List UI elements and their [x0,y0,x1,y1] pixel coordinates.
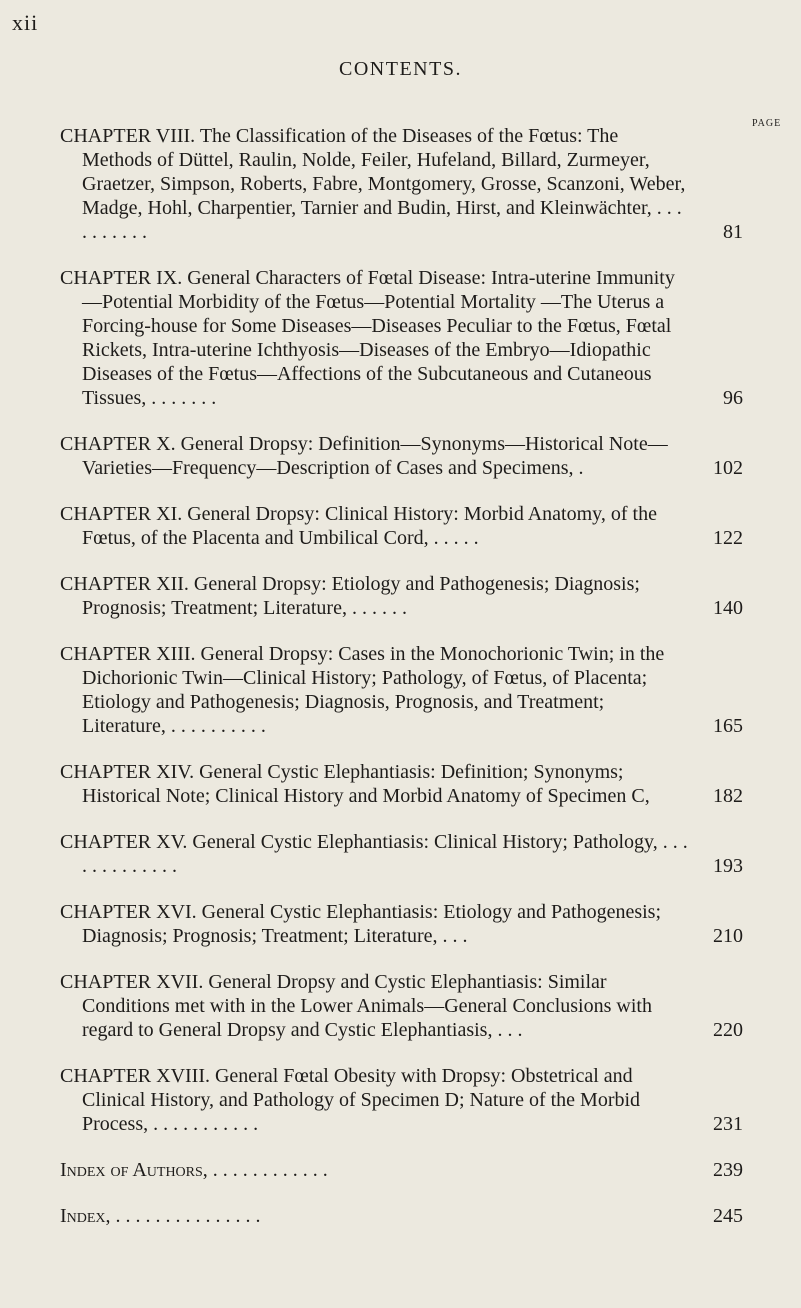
toc-entry-chapter-x [60,432,743,480]
toc-entry-chapter-xi [60,502,743,550]
toc-entry-page: 220 [713,1019,743,1041]
toc-entry-text: CHAPTER XV. General Cystic Elephantiasis: Clinical History; Pathology, . . . . . . . . . . . . . [60,831,688,877]
toc-entry-text: CHAPTER XI. General Dropsy: Clinical History: Morbid Anatomy, of the Fœtus, of the Placenta and Umbilical Cord, . . . . . [60,503,657,549]
toc-entry-chapter-ix [60,266,743,410]
toc-entry-text: CHAPTER XIV. General Cystic Elephantiasis: Definition; Synonyms; Historical Note; Clinical History and Morbid Anatomy of Specimen C, [60,761,650,807]
toc-entry-page: 96 [723,387,743,409]
toc-entry-page: 122 [713,527,743,549]
toc-entry-text: CHAPTER VIII. The Classification of the Diseases of the Fœtus: The Methods of Düttel, Raulin, Nolde, Feiler, Hufeland, Billard, Zurmeyer, Graetzer, Simpson, Roberts, Fabre, Montgomery, Grosse, Scanzoni, Weber, Madge, Hohl, Charpentier, Tarnier and Budin, Hirst, and Kleinwächter, . . . . . . . . . . [60,125,686,243]
page-column-label: PAGE [752,118,782,129]
toc-entry-chapter-xvii [60,970,743,1042]
toc-entry-text: CHAPTER IX. General Characters of Fœtal Disease: Intra-uterine Immunity—Potential Morbidity of the Fœtus—Potential Mortality —The Uterus a Forcing-house for Some Diseases—Diseases Peculiar to the Fœtus, Fœtal Rickets, Intra-uterine Ichthyosis—Diseases of the Embryo—Idiopathic Diseases of the Fœtus—Affections of the Subcutaneous and Cutaneous Tissues, . . . . . . . [60,267,675,409]
toc-entry-text: CHAPTER XIII. General Dropsy: Cases in the Monochorionic Twin; in the Dichorionic Twin—Clinical History; Pathology, of Fœtus, of Placenta; Etiology and Pathogenesis; Diagnosis, Prognosis, and Treatment; Literature, . . . . . . . . . . [60,643,665,737]
toc-entry-page: 165 [713,715,743,737]
toc-entry-chapter-xvi [60,900,743,948]
toc-entry-chapter-xii [60,572,743,620]
toc-entry-index [60,1204,743,1228]
toc-entry-chapter-xiv [60,760,743,808]
toc-entry-page: 193 [713,855,743,877]
toc-entry-page: 140 [713,597,743,619]
toc-entry-text: CHAPTER XVII. General Dropsy and Cystic Elephantiasis: Similar Conditions met with in the Lower Animals—General Conclusions with regard to General Dropsy and Cystic Elephantiasis, . . . [60,971,652,1041]
toc-entry-page: 102 [713,457,743,479]
running-head: CONTENTS. [339,58,462,80]
toc-entry-chapter-xiii [60,642,743,738]
toc-entry-chapter-viii [60,124,743,244]
toc-entry-text: CHAPTER XII. General Dropsy: Etiology and Pathogenesis; Diagnosis; Prognosis; Treatment; Literature, . . . . . . [60,573,640,619]
toc-entry-chapter-xviii [60,1064,743,1136]
page-folio: xii [12,10,39,35]
toc-entry-page: 245 [713,1205,743,1227]
toc-entry-text: CHAPTER X. General Dropsy: Definition—Synonyms—Historical Note—Varieties—Frequency—Description of Cases and Specimens, . [60,433,668,479]
toc-entry-index-of-authors [60,1158,743,1182]
toc-entry-text: Index of Authors, . . . . . . . . . . . . [60,1159,328,1181]
toc-entry-page: 182 [713,785,743,807]
toc-entry-chapter-xv [60,830,743,878]
toc-entry-page: 231 [713,1113,743,1135]
toc-entry-text: CHAPTER XVIII. General Fœtal Obesity with Dropsy: Obstetrical and Clinical History, and Pathology of Specimen D; Nature of the Morbid Process, . . . . . . . . . . . [60,1065,641,1135]
toc-entry-text: CHAPTER XVI. General Cystic Elephantiasis: Etiology and Pathogenesis; Diagnosis; Prognosis; Treatment; Literature, . . . [60,901,662,947]
toc-entry-page: 210 [713,925,743,947]
toc-entry-page: 81 [723,221,743,243]
toc-entry-page: 239 [713,1159,743,1181]
toc-entry-text: Index, . . . . . . . . . . . . . . . [60,1205,261,1227]
table-of-contents [60,124,743,1228]
